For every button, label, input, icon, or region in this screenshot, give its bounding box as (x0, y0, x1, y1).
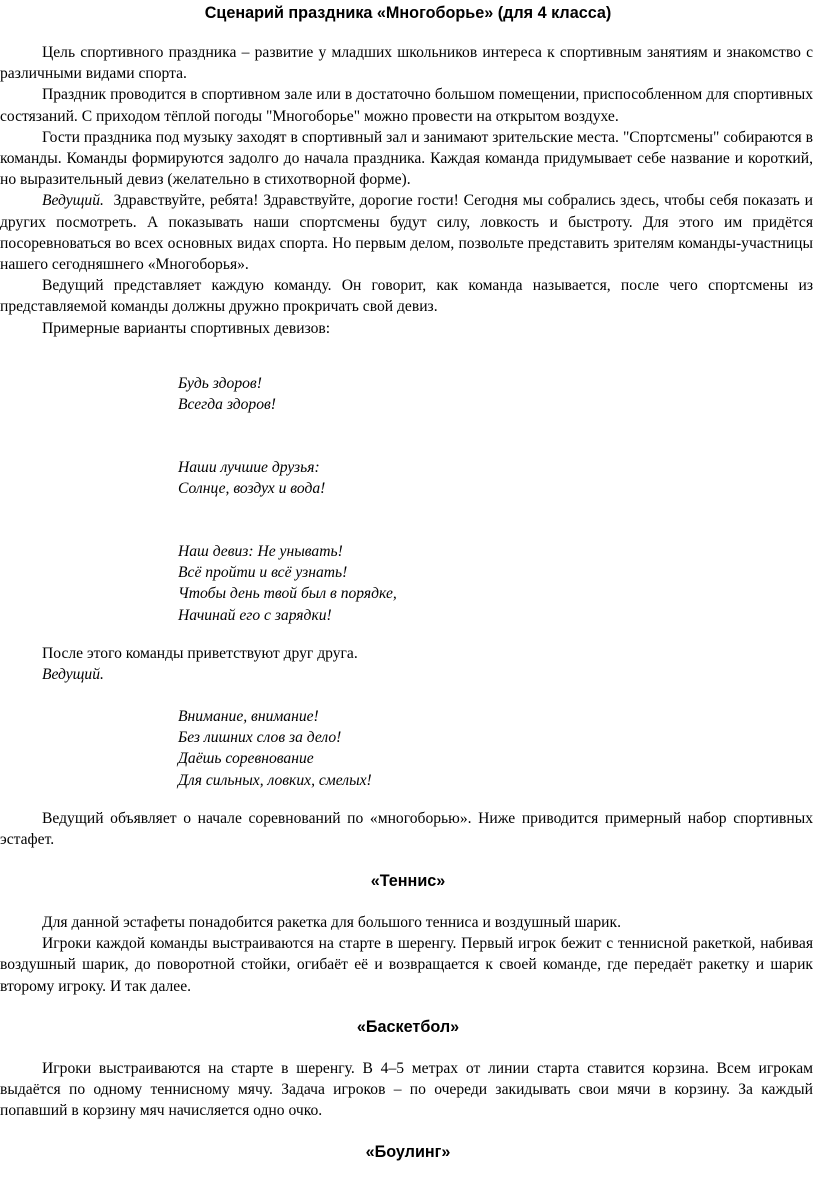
basketball-paragraph: Игроки выстраиваются на старте в шеренгу. В 4–5 метрах от линии старта ставится корзина. Всем игрокам выдаётся по одному теннисному мячу. Задача игроков – по очереди закидывать свои мячи в корзину. За каждый попавший в корзину мяч начисляется одно очко. (0, 1060, 813, 1120)
host-intro-paragraph: Ведущий представляет каждую команду. Он говорит, как команда называется, после чего спортсмены из представляемой команды должны дружно прокричать свой девиз. (0, 277, 813, 316)
verse-line: Даёшь соревнование (178, 750, 314, 768)
greeting-block (0, 643, 813, 685)
basketball-block (0, 1058, 813, 1122)
verse-line: Чтобы день твой был в порядке, (178, 585, 397, 603)
verse-line: Для сильных, ловких, смелых! (178, 771, 372, 789)
host-label-2: Ведущий. (42, 666, 104, 684)
host-label: Ведущий. (42, 192, 104, 210)
tennis-paragraph: Игроки каждой команды выстраиваются на старте в шеренгу. Первый игрок бежит с теннисной ракеткой, набивая воздушный шарик, до поворотной стойки, огибаёт её и возвращается к своей команде, где передаёт ракетку и шарик второму игроку. И так далее. (0, 935, 813, 995)
intro-paragraph: Цель спортивного праздника – развитие у младших школьников интереса к спортивным занятиям и знакомство с различными видами спорта. (0, 44, 813, 83)
verse-line: Начинай его с зарядки! (178, 606, 332, 624)
announce-block (0, 808, 813, 850)
section-heading-bowling: «Боулинг» (365, 1143, 451, 1161)
section-heading-tennis: «Теннис» (370, 872, 446, 890)
tennis-paragraph: Для данной эстафеты понадобится ракетка для большого тенниса и воздушный шарик. (42, 914, 621, 931)
host-verse (178, 706, 372, 791)
verse-line: Наш девиз: Не унывать! (178, 543, 343, 560)
host-speech: Здравствуйте, ребята! Здравствуйте, дорогие гости! Сегодня мы собрались здесь, чтобы себя показать и других посмотреть. А показывать наши спортсмены будут силу, ловкость и быстроту. Для этого им придётся посоревноваться во всех основных видах спорта. Но первым делом, позвольте представить зрителям команды-участницы нашего сегодняшнего «Многоборья». (0, 192, 813, 274)
verse-line: Всё пройти и всё узнать! (178, 564, 348, 582)
verse-line: Будь здоров! (178, 375, 262, 392)
verse-line: Всегда здоров! (178, 396, 276, 414)
document-title: Сценарий праздника «Многоборье» (для 4 класса) (204, 4, 612, 22)
verse-line: Без лишних слов за дело! (178, 729, 342, 747)
motto-verse (178, 373, 276, 415)
greeting-line: После этого команды приветствуют друг друга. (42, 645, 358, 662)
tennis-block (0, 912, 813, 997)
motto-verse (178, 457, 325, 499)
motto-verse (178, 541, 397, 626)
mottos-intro: Примерные варианты спортивных девизов: (42, 319, 331, 337)
verse-line: Солнце, воздух и вода! (178, 480, 326, 498)
announce-paragraph: Ведущий объявляет о начале соревнований по «многоборью». Ниже приводится примерный набор спортивных эстафет. (0, 810, 813, 849)
verse-line: Внимание, внимание! (178, 708, 319, 725)
host-speech-paragraph (0, 190, 813, 275)
intro-paragraph: Праздник проводится в спортивном зале или в достаточно большом помещении, приспособленном для спортивных состязаний. С приходом тёплой погоды "Многоборье" можно провести на открытом воздухе. (0, 86, 813, 125)
intro-block (0, 42, 813, 339)
verse-line: Наши лучшие друзья: (178, 459, 320, 476)
intro-paragraph: Гости праздника под музыку заходят в спортивный зал и занимают зрительские места. "Спортсмены" собираются в команды. Команды формируются задолго до начала праздника. Каждая команда придумывает себе название и короткий, но выразительный девиз (желательно в стихотворной форме). (0, 128, 813, 189)
section-heading-basketball: «Баскетбол» (356, 1018, 460, 1036)
